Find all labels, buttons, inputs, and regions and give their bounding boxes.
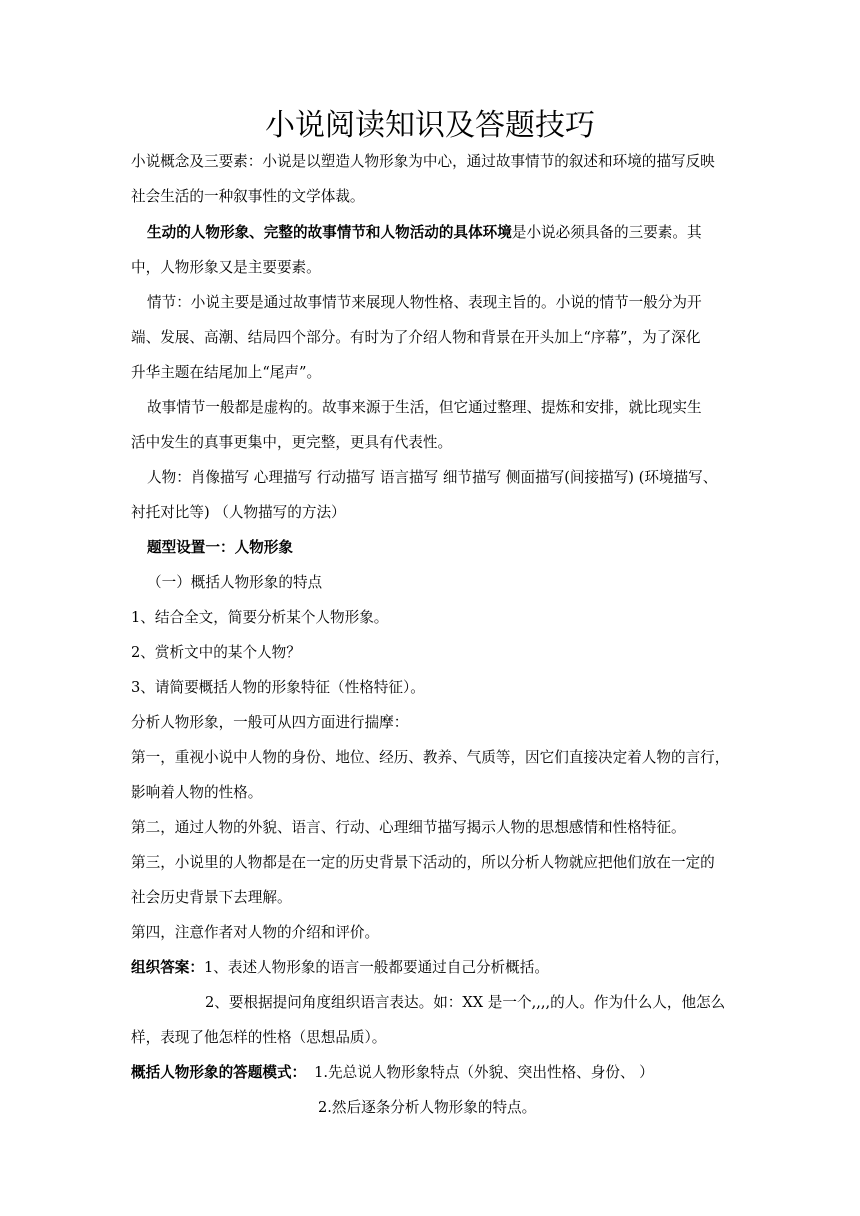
elements-line-2: 中，人物形象又是主要要素。: [131, 259, 321, 276]
plot-line-3: 升华主题在结尾加上“尾声”。: [131, 364, 322, 381]
characters-line-1: 人物：肖像描写 心理描写 行动描写 语言描写 细节描写 侧面描写(间接描写) (环境描写、: [147, 469, 718, 486]
elements-line-1: [147, 222, 735, 244]
concept-line-1: 小说概念及三要素：小说是以塑造人物形象为中心，通过故事情节的叙述和环境的描写反映: [131, 153, 715, 170]
analysis-first-line-1: 第一，重视小说中人物的身份、地位、经历、教养、气质等，因它们直接决定着人物的言行，: [131, 749, 730, 766]
analysis-fourth: 第四，注意作者对人物的介绍和评价。: [131, 924, 380, 941]
analysis-first-line-2: 影响着人物的性格。: [131, 784, 263, 801]
answer-org-point-1: 1、表述人物形象的语言一般都要通过自己分析概括。: [203, 959, 549, 976]
concept-line-2: 社会生活的一种叙事性的文学体裁。: [131, 188, 365, 205]
fiction-line-2: 活中发生的真事更集中，更完整，更具有代表性。: [131, 434, 453, 451]
plot-line-2: 端、发展、高潮、结局四个部分。有时为了介绍人物和背景在开头加上“序幕”，为了深化: [131, 329, 701, 346]
answer-org-point-2-line-1: 2、要根据提问角度组织语言表达。如：XX 是一个,,,,的人。作为什么人，他怎么: [205, 994, 726, 1011]
elements-bold-text: 生动的人物形象、完整的故事情节和人物活动的具体环境: [147, 224, 512, 241]
question-item-1: 1、结合全文，简要分析某个人物形象。: [131, 609, 389, 626]
summary-mode-step-1: 1.先总说人物形象特点（外貌、突出性格、身份、 ）: [314, 1064, 654, 1081]
answer-org-label: 组织答案：: [131, 959, 204, 976]
document-title: 小说阅读知识及答题技巧: [265, 108, 595, 143]
question-item-2: 2、赏析文中的某个人物？: [131, 644, 301, 661]
summary-mode-label: 概括人物形象的答题模式：: [131, 1064, 307, 1081]
answer-org-line: [131, 957, 735, 979]
question-item-3: 3、请简要概括人物的形象特征（性格特征）。: [131, 679, 425, 696]
analysis-third-line-2: 社会历史背景下去理解。: [131, 889, 292, 906]
question-type-1-subheading: （一）概括人物形象的特点: [147, 574, 323, 591]
answer-org-point-2-line-2: 样，表现了他怎样的性格（思想品质）。: [131, 1029, 387, 1046]
fiction-line-1: 故事情节一般都是虚构的。故事来源于生活，但它通过整理、提炼和安排，就比现实生: [147, 399, 702, 416]
question-type-1-heading: 题型设置一：人物形象: [147, 539, 293, 556]
summary-mode-line: [131, 1062, 735, 1084]
analysis-second: 第二，通过人物的外貌、语言、行动、心理细节描写揭示人物的思想感情和性格特征。: [131, 819, 686, 836]
characters-line-2: 衬托对比等) （人物描写的方法）: [131, 504, 346, 521]
plot-line-1: 情节：小说主要是通过故事情节来展现人物性格、表现主旨的。小说的情节一般分为开: [147, 294, 702, 311]
analysis-third-line-1: 第三，小说里的人物都是在一定的历史背景下活动的，所以分析人物就应把他们放在一定的: [131, 854, 715, 871]
analysis-intro: 分析人物形象，一般可从四方面进行揣摩：: [131, 714, 409, 731]
elements-line-1-rest: 是小说必须具备的三要素。其: [511, 224, 702, 241]
summary-mode-step-2: 2.然后逐条分析人物形象的特点。: [318, 1099, 537, 1116]
